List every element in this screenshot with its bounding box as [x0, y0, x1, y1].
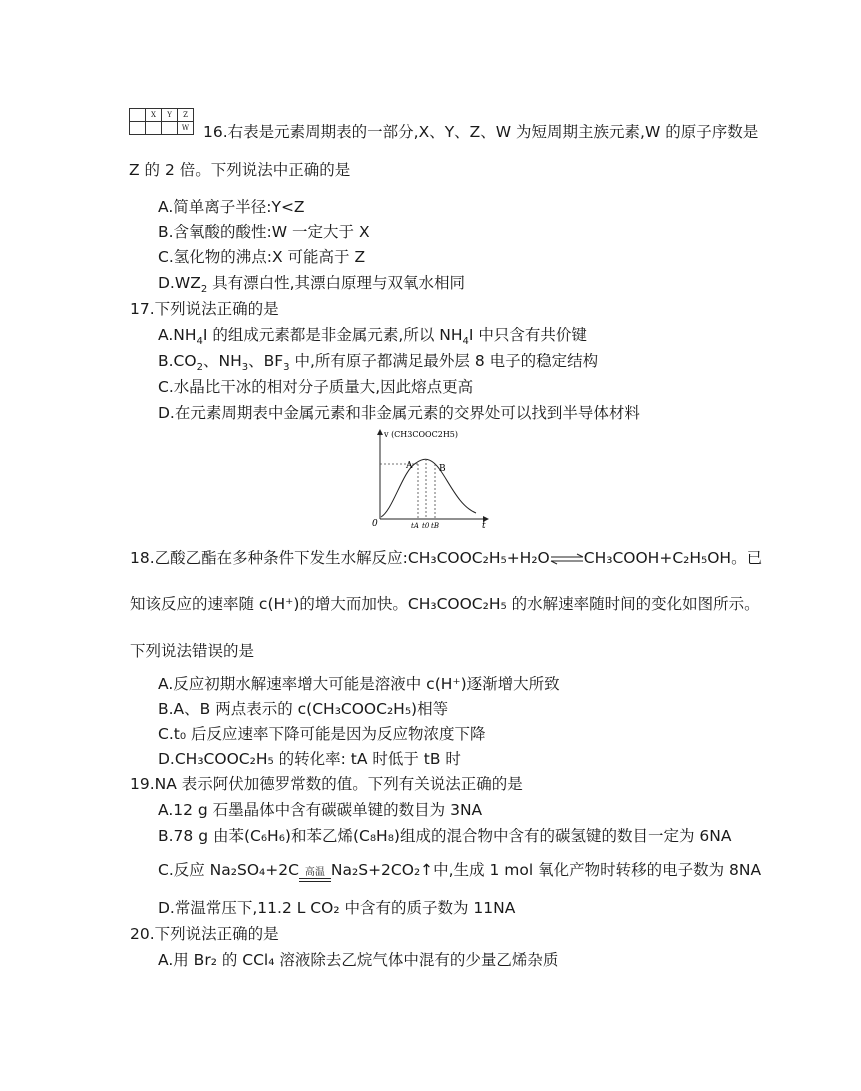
q18-option-c: C.t₀ 后反应速率下降可能是因为反应物浓度下降 — [158, 725, 486, 743]
rate-curve — [381, 459, 476, 517]
q16-option-a: A.简单离子半径:Y<Z — [158, 198, 305, 216]
q19-option-b: B.78 g 由苯(C₆H₆)和苯乙烯(C₈H₈)组成的混合物中含有的碳氢键的数目一定为 6NA — [158, 827, 732, 845]
q17-option-d: D.在元素周期表中金属元素和非金属元素的交界处可以找到半导体材料 — [158, 404, 640, 422]
point-a-label: A — [406, 461, 413, 471]
rate-time-chart — [368, 425, 493, 530]
equation-right: CH₃COOH+C₂H₅OH。已 — [583, 549, 763, 567]
text: 、NH — [202, 352, 242, 370]
q17-stem: 17.下列说法正确的是 — [130, 300, 279, 318]
reaction-condition — [299, 867, 331, 888]
equilibrium-arrow-icon — [550, 553, 584, 565]
q16-option-c: C.氢化物的沸点:X 可能高于 Z — [158, 248, 366, 266]
q19-option-a: A.12 g 石墨晶体中含有碳碳单键的数目为 3NA — [158, 801, 483, 819]
y-axis-label: v (CH3COOC2H5) — [384, 430, 459, 439]
tick-label-ta: tA — [411, 522, 419, 530]
table-cell — [130, 122, 146, 135]
tick-label-tb: tB — [431, 522, 439, 530]
table-cell-w: W — [178, 122, 194, 135]
text: 、BF — [248, 352, 284, 370]
q18-option-d: D.CH₃COOC₂H₅ 的转化率: tA 时低于 tB 时 — [158, 750, 461, 768]
q16-stem-line2: Z 的 2 倍。下列说法中正确的是 — [129, 161, 351, 179]
q17-option-a — [158, 325, 587, 352]
subscript: 4 — [196, 336, 203, 348]
q17-option-b — [158, 351, 598, 378]
subscript: 2 — [200, 284, 208, 296]
q19-option-c — [158, 852, 761, 888]
table-cell-y: Y — [162, 109, 178, 122]
subscript: 2 — [196, 362, 203, 374]
text: A.NH — [158, 326, 197, 344]
x-axis-label: t — [482, 521, 486, 530]
q17-option-c: C.水晶比干冰的相对分子质量大,因此熔点更高 — [158, 378, 474, 396]
q16-option-b: B.含氧酸的酸性:W 一定大于 X — [158, 223, 370, 241]
table-cell — [146, 122, 162, 135]
condition-label: 高温 — [304, 867, 325, 878]
q18-option-b: B.A、B 两点表示的 c(CH₃COOC₂H₅)相等 — [158, 700, 449, 718]
subscript: 4 — [462, 336, 469, 348]
origin-label: 0 — [372, 519, 378, 529]
text: B.CO — [158, 352, 197, 370]
text: 中,所有原子都满足最外层 8 电子的稳定结构 — [289, 352, 599, 370]
table-cell-z: Z — [178, 109, 194, 122]
q16-option-d — [158, 273, 465, 300]
q18-option-a: A.反应初期水解速率增大可能是溶液中 c(H⁺)逐渐增大所致 — [158, 675, 560, 693]
tick-label-t0: t0 — [422, 522, 430, 530]
q19-option-d: D.常温常压下,11.2 L CO₂ 中含有的质子数为 11NA — [158, 899, 516, 917]
text: I 中只含有共价键 — [468, 326, 587, 344]
table-cell — [162, 122, 178, 135]
q18-stem-line1 — [130, 548, 762, 568]
q20-stem: 20.下列说法正确的是 — [130, 925, 279, 943]
text: D.WZ — [158, 274, 201, 292]
text: C.反应 Na₂SO₄+2C — [158, 861, 299, 879]
table-cell — [130, 109, 146, 122]
subscript: 3 — [283, 362, 290, 374]
text: I 的组成元素都是非金属元素,所以 NH — [202, 326, 463, 344]
q18-stem-line2: 知该反应的速率随 c(H⁺)的增大而加快。CH₃COOC₂H₅ 的水解速率随时间的变化如图所示。 — [130, 595, 760, 613]
double-bar — [299, 878, 331, 882]
table-cell-x: X — [146, 109, 162, 122]
q16-stem-line1: 16.右表是元素周期表的一部分,X、Y、Z、W 为短周期主族元素,W 的原子序数是 — [203, 123, 759, 141]
subscript: 3 — [241, 362, 249, 374]
text: 18.乙酸乙酯在多种条件下发生水解反应: — [130, 549, 408, 567]
q19-stem: 19.NA 表示阿伏加德罗常数的值。下列有关说法正确的是 — [130, 775, 523, 793]
equation-left: CH₃COOC₂H₅+H₂O — [407, 549, 550, 567]
periodic-table-fragment — [129, 108, 194, 135]
text: 具有漂白性,其漂白原理与双氧水相同 — [207, 274, 466, 292]
text: Na₂S+2CO₂↑中,生成 1 mol 氧化产物时转移的电子数为 8NA — [330, 861, 762, 879]
q20-option-a: A.用 Br₂ 的 CCl₄ 溶液除去乙烷气体中混有的少量乙烯杂质 — [158, 951, 559, 969]
point-b-label: B — [439, 464, 446, 474]
q18-stem-line3: 下列说法错误的是 — [130, 642, 255, 660]
